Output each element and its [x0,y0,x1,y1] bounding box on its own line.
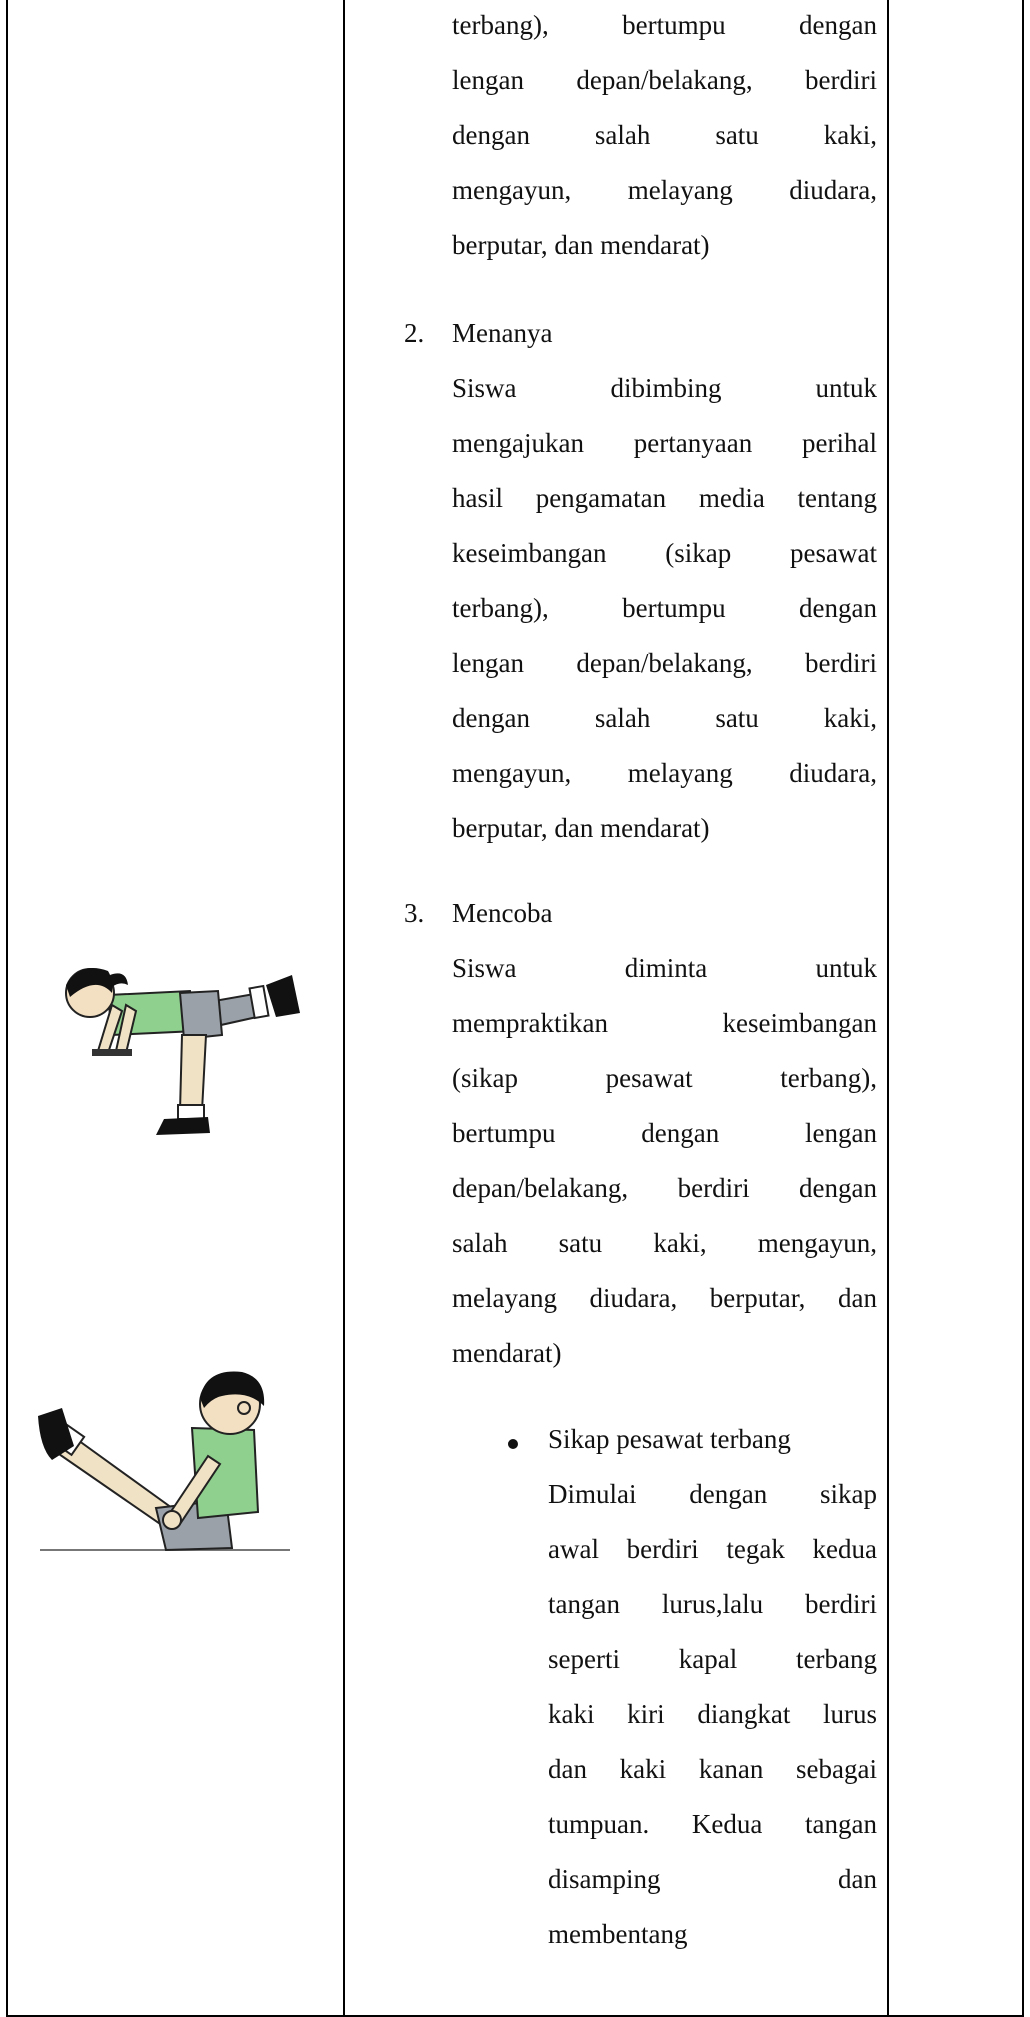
text-line: Dimulai dengan sikap [548,1479,877,1509]
text-line: keseimbangan (sikap pesawat [452,538,877,568]
text-line: berputar, dan mendarat) [452,813,710,843]
text-line: mengayun, melayang diudara, [452,758,877,788]
text-line: (sikap pesawat terbang), [452,1063,877,1093]
table-border-right [1022,0,1024,2017]
text-line: tumpuan. Kedua tangan [548,1809,877,1839]
step-mencoba [452,886,877,1381]
step-menanya [452,306,877,856]
text-line: mendarat) [452,1338,562,1368]
text-line: mempraktikan keseimbangan [452,1008,877,1038]
text-line: lengan depan/belakang, berdiri [452,65,877,95]
text-line: disamping dan [548,1864,877,1894]
table-divider-1 [343,0,345,2017]
text-line: dengan salah satu kaki, [452,120,877,150]
text-line: terbang), bertumpu dengan [452,10,877,40]
table-divider-2 [887,0,889,2017]
text-line: bertumpu dengan lengan [452,1118,877,1148]
text-line: lengan depan/belakang, berdiri [452,648,877,678]
text-line: melayang diudara, berputar, dan [452,1283,877,1313]
text-line: Siswa dibimbing untuk [452,373,877,403]
text-line: dengan salah satu kaki, [452,703,877,733]
table-border-left [6,0,8,2017]
step-title: Mencoba [452,898,553,928]
text-line: tangan lurus,lalu berdiri [548,1589,877,1619]
bullet-icon [508,1439,518,1449]
text-line: seperti kapal terbang [548,1644,877,1674]
text-line: Siswa diminta untuk [452,953,877,983]
step-title: Menanya [452,318,553,348]
text-line: dan kaki kanan sebagai [548,1754,877,1784]
airplane-pose-illustration [30,935,310,1150]
text-line: kaki kiri diangkat lurus [548,1699,877,1729]
text-line: membentang [548,1919,688,1949]
v-sit-pose-illustration [36,1368,294,1558]
continuation-text [452,0,877,273]
text-line: mengayun, melayang diudara, [452,175,877,205]
text-line: hasil pengamatan media tentang [452,483,877,513]
text-line: salah satu kaki, mengayun, [452,1228,877,1258]
step-number: 3. [404,898,425,928]
text-line: mengajukan pertanyaan perihal [452,428,877,458]
bullet-item [548,1412,877,1962]
step-number: 2. [404,318,425,348]
bullet-title: Sikap pesawat terbang [548,1424,791,1454]
text-line: awal berdiri tegak kedua [548,1534,877,1564]
text-line: depan/belakang, berdiri dengan [452,1173,877,1203]
text-line: berputar, dan mendarat) [452,230,710,260]
text-line: terbang), bertumpu dengan [452,593,877,623]
